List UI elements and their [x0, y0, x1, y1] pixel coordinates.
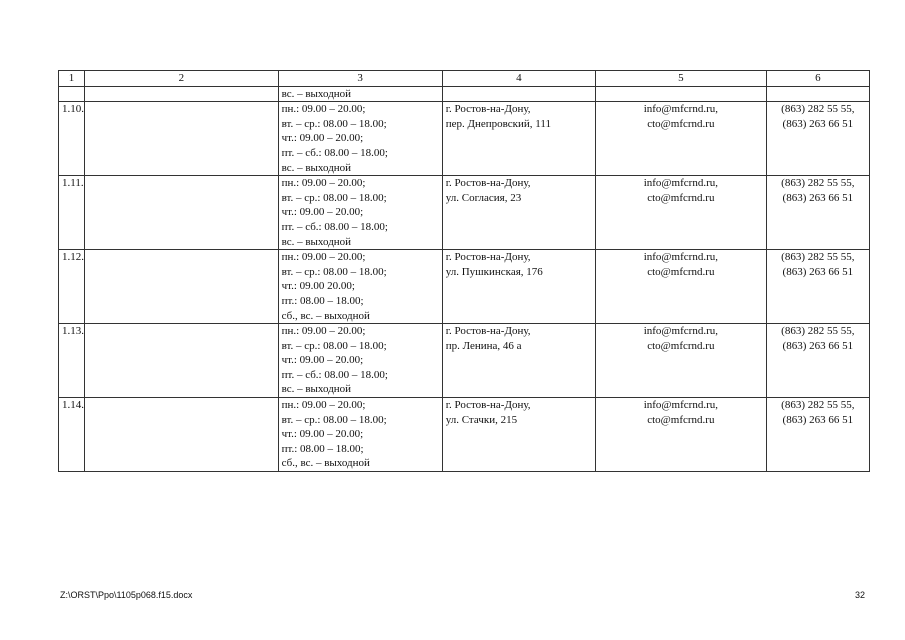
address-line: ул. Согласия, 23 — [445, 191, 522, 204]
email-line: info@mfcrnd.ru, — [643, 177, 718, 190]
cell-name — [85, 102, 279, 176]
cell-hours — [278, 86, 442, 102]
phone-line: (863) 282 55 55, — [781, 177, 855, 190]
cell-hours — [278, 250, 442, 324]
hours-line: вс. – выходной — [281, 235, 352, 248]
cell-phone — [766, 86, 869, 102]
cell-address — [442, 102, 595, 176]
cell-hours — [278, 176, 442, 250]
email-line: cto@mfcrnd.ru — [647, 191, 715, 204]
hours-line: пт. – сб.: 08.00 – 18.00; — [281, 368, 388, 381]
cell-name — [85, 398, 279, 472]
cell-phone — [766, 324, 869, 398]
table-row — [59, 176, 870, 250]
hours-line: сб., вс. – выходной — [281, 457, 370, 470]
column-header-4: 4 — [442, 71, 595, 87]
cell-email — [596, 102, 767, 176]
address-line: г. Ростов-на-Дону, — [445, 177, 531, 190]
address-line: г. Ростов-на-Дону, — [445, 251, 531, 264]
hours-line: чт.: 09.00 – 20.00; — [281, 354, 364, 367]
cell-phone — [766, 398, 869, 472]
cell-hours — [278, 324, 442, 398]
cell-email — [596, 86, 767, 102]
cell-num: 1.13. — [59, 324, 85, 398]
cell-num: 1.12. — [59, 250, 85, 324]
cell-name — [85, 324, 279, 398]
hours-line: чт.: 09.00 – 20.00; — [281, 428, 364, 441]
hours-line: вт. – ср.: 08.00 – 18.00; — [281, 117, 387, 130]
address-line: ул. Стачки, 215 — [445, 413, 518, 426]
table-body — [59, 86, 870, 471]
cell-email — [596, 324, 767, 398]
cell-phone — [766, 176, 869, 250]
footer-file-path: Z:\ORST\Ppo\1105p068.f15.docx — [60, 590, 193, 600]
hours-line: вт. – ср.: 08.00 – 18.00; — [281, 191, 387, 204]
email-line: cto@mfcrnd.ru — [647, 117, 715, 130]
hours-line: пт.: 08.00 – 18.00; — [281, 442, 364, 455]
column-header-2: 2 — [85, 71, 279, 87]
mfc-offices-table — [58, 70, 870, 472]
phone-line: (863) 282 55 55, — [781, 399, 855, 412]
hours-line: вс. – выходной — [281, 383, 352, 396]
cell-num: 1.14. — [59, 398, 85, 472]
table-row — [59, 102, 870, 176]
cell-phone — [766, 250, 869, 324]
phone-line: (863) 282 55 55, — [781, 103, 855, 116]
hours-line: чт.: 09.00 20.00; — [281, 280, 355, 293]
phone-line: (863) 263 66 51 — [782, 339, 854, 352]
hours-line: чт.: 09.00 – 20.00; — [281, 206, 364, 219]
hours-line: пт. – сб.: 08.00 – 18.00; — [281, 146, 388, 159]
table-row — [59, 250, 870, 324]
phone-line: (863) 282 55 55, — [781, 325, 855, 338]
cell-address — [442, 398, 595, 472]
cell-address — [442, 176, 595, 250]
cell-email — [596, 398, 767, 472]
hours-line: пн.: 09.00 – 20.00; — [281, 325, 366, 338]
cell-phone — [766, 102, 869, 176]
column-header-6: 6 — [766, 71, 869, 87]
cell-email — [596, 250, 767, 324]
hours-line: вт. – ср.: 08.00 – 18.00; — [281, 339, 387, 352]
cell-address — [442, 324, 595, 398]
email-line: info@mfcrnd.ru, — [643, 251, 718, 264]
phone-line: (863) 263 66 51 — [782, 265, 854, 278]
continuation-row — [59, 86, 870, 102]
cell-email — [596, 176, 767, 250]
email-line: cto@mfcrnd.ru — [647, 413, 715, 426]
table-row — [59, 324, 870, 398]
email-line: info@mfcrnd.ru, — [643, 325, 718, 338]
phone-line: (863) 263 66 51 — [782, 413, 854, 426]
address-line: пер. Днепровский, 111 — [445, 117, 551, 130]
cell-hours — [278, 398, 442, 472]
hours-line: вс. – выходной — [281, 161, 352, 174]
hours-line: пт.: 08.00 – 18.00; — [281, 294, 364, 307]
hours-line: вс. – выходной — [281, 87, 352, 100]
phone-line: (863) 263 66 51 — [782, 117, 854, 130]
cell-num — [59, 86, 85, 102]
address-line: пр. Ленина, 46 а — [445, 339, 522, 352]
hours-line: пн.: 09.00 – 20.00; — [281, 399, 366, 412]
address-line: г. Ростов-на-Дону, — [445, 399, 531, 412]
cell-num: 1.11. — [59, 176, 85, 250]
cell-name — [85, 250, 279, 324]
table-header — [59, 71, 870, 87]
email-line: cto@mfcrnd.ru — [647, 265, 715, 278]
hours-line: сб., вс. – выходной — [281, 309, 370, 322]
cell-num: 1.10. — [59, 102, 85, 176]
cell-name — [85, 176, 279, 250]
hours-line: чт.: 09.00 – 20.00; — [281, 132, 364, 145]
hours-line: пт. – сб.: 08.00 – 18.00; — [281, 220, 388, 233]
email-line: cto@mfcrnd.ru — [647, 339, 715, 352]
header-row — [59, 71, 870, 87]
phone-line: (863) 263 66 51 — [782, 191, 854, 204]
column-header-3: 3 — [278, 71, 442, 87]
cell-address — [442, 250, 595, 324]
column-header-1: 1 — [59, 71, 85, 87]
address-line: ул. Пушкинская, 176 — [445, 265, 543, 278]
hours-line: вт. – ср.: 08.00 – 18.00; — [281, 265, 387, 278]
hours-line: пн.: 09.00 – 20.00; — [281, 103, 366, 116]
table-row — [59, 398, 870, 472]
hours-line: пн.: 09.00 – 20.00; — [281, 251, 366, 264]
cell-address — [442, 86, 595, 102]
cell-name — [85, 86, 279, 102]
hours-line: вт. – ср.: 08.00 – 18.00; — [281, 413, 387, 426]
page-number: 32 — [854, 590, 865, 600]
phone-line: (863) 282 55 55, — [781, 251, 855, 264]
email-line: info@mfcrnd.ru, — [643, 103, 718, 116]
hours-line: пн.: 09.00 – 20.00; — [281, 177, 366, 190]
column-header-5: 5 — [596, 71, 767, 87]
address-line: г. Ростов-на-Дону, — [445, 103, 531, 116]
cell-hours — [278, 102, 442, 176]
email-line: info@mfcrnd.ru, — [643, 399, 718, 412]
address-line: г. Ростов-на-Дону, — [445, 325, 531, 338]
